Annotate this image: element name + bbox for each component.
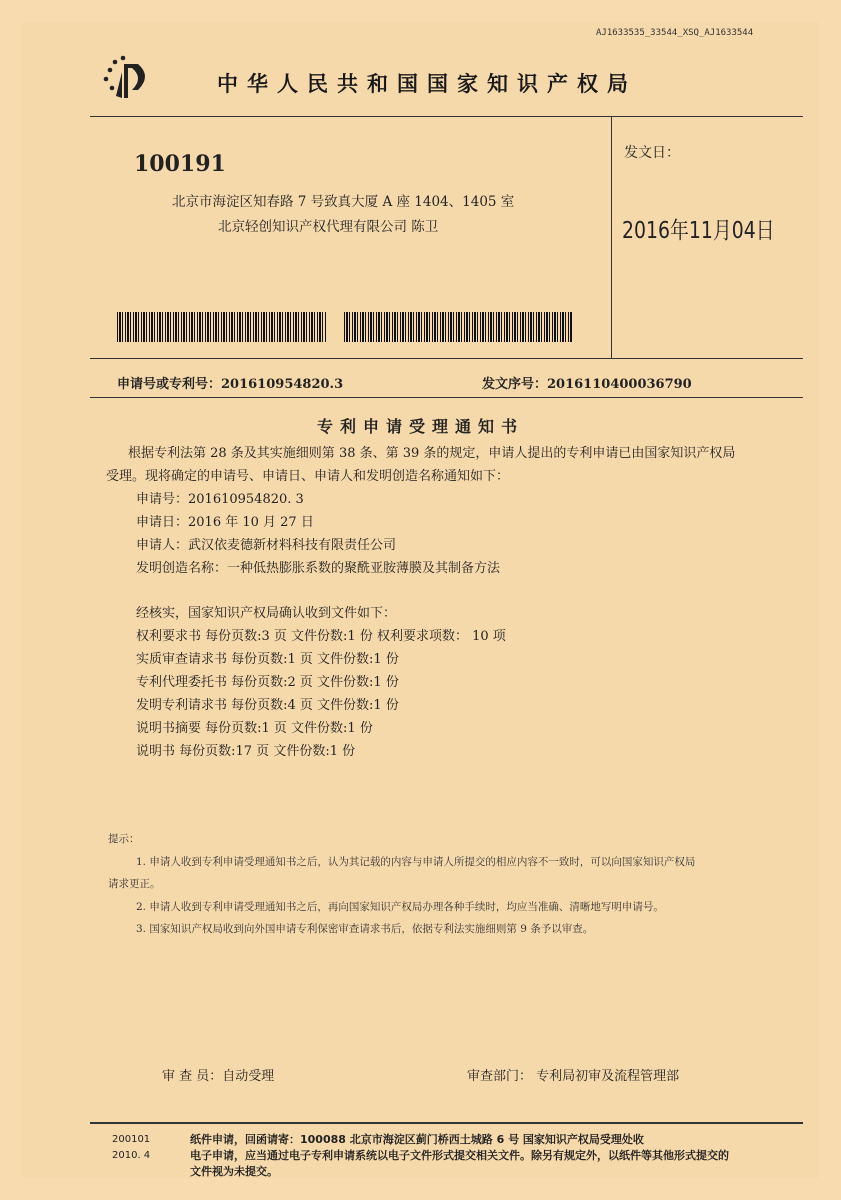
reviewer: 审 查 员：自动受理 xyxy=(162,1069,275,1084)
footer-rule xyxy=(90,1122,803,1124)
footer-line-1: 纸件申请，回函请寄：100088 北京市海淀区蓟门桥西土城路 6 号 国家知识产权局受理处收 xyxy=(190,1133,644,1146)
application-number: 申请号或专利号：201610954820.3 xyxy=(117,377,344,392)
notice-title: 专利申请受理通知书 xyxy=(316,417,524,436)
recipient-address: 北京市海淀区知春路 7 号致真大厦 A 座 1404、1405 室 xyxy=(172,194,515,210)
application-date-field: 申请日：2016 年 10 月 27 日 xyxy=(136,515,314,530)
tip-item: 请求更正。 xyxy=(108,878,161,890)
received-file-3: 专利代理委托书 每份页数:2 页 文件份数:1 份 xyxy=(136,675,399,690)
postcode: 100191 xyxy=(134,151,226,177)
document-reference: AJ1633535_33544_XSQ_AJ1633544 xyxy=(596,28,754,38)
numbers-rule xyxy=(90,397,803,398)
form-version: 2010. 4 xyxy=(112,1150,151,1161)
barcode-right xyxy=(344,312,572,342)
barcode-left xyxy=(117,312,327,342)
document-page xyxy=(22,22,819,1178)
tip-item: 3. 国家知识产权局收到向外国申请专利保密审查请求书后，依据专利法实施细则第 9 条予以审查。 xyxy=(136,923,594,935)
recipient-agent: 北京轻创知识产权代理有限公司 陈卫 xyxy=(218,219,439,235)
intro-line-2: 受理。现将确定的申请号、申请日、申请人和发明创造名称通知如下： xyxy=(106,469,510,484)
received-file-1: 权利要求书 每份页数:3 页 文件份数:1 份 权利要求项数： 10 项 xyxy=(136,629,506,644)
send-date-stamp: 2016年11月04日 xyxy=(622,218,775,244)
agency-name: 中华人民共和国国家知识产权局 xyxy=(217,72,637,96)
notice-body xyxy=(106,442,812,763)
footer-line-2: 电子申请，应当通过电子专利申请系统以电子文件形式提交相关文件。除另有规定外，以纸件等其他形式提交的 xyxy=(190,1149,729,1162)
tips-heading: 提示： xyxy=(108,833,140,845)
intro-line-1: 根据专利法第 28 条及其实施细则第 38 条、第 39 条的规定，申请人提出的专利申请已由国家知识产权局 xyxy=(128,446,736,461)
form-code-number: 200101 xyxy=(112,1134,151,1145)
footer-instructions xyxy=(190,1132,820,1180)
received-intro: 经核实，国家知识产权局确认收到文件如下： xyxy=(136,606,397,621)
form-code xyxy=(112,1132,150,1164)
address-rule xyxy=(90,358,803,359)
received-file-6: 说明书 每份页数:17 页 文件份数:1 份 xyxy=(136,744,356,759)
send-date-label: 发文日： xyxy=(624,145,680,161)
received-file-5: 说明书摘要 每份页数:1 页 文件份数:1 份 xyxy=(136,721,373,736)
tips-section xyxy=(108,828,814,941)
tip-item: 1. 申请人收到专利申请受理通知书之后，认为其记载的内容与申请人所提交的相应内容不一致时，可以向国家知识产权局 xyxy=(136,855,696,868)
received-file-2: 实质审查请求书 每份页数:1 页 文件份数:1 份 xyxy=(136,652,399,667)
header-divider xyxy=(611,116,612,358)
received-file-4: 发明专利请求书 每份页数:4 页 文件份数:1 份 xyxy=(136,698,399,713)
cnipa-logo-icon xyxy=(98,52,154,108)
invention-title-field: 发明创造名称：一种低热膨胀系数的聚酰亚胺薄膜及其制备方法 xyxy=(136,561,501,576)
application-no-field: 申请号：201610954820. 3 xyxy=(136,492,304,507)
send-serial-number: 发文序号：2016110400036790 xyxy=(482,377,692,392)
footer-line-3: 文件视为未提交。 xyxy=(190,1165,278,1178)
tip-item: 2. 申请人收到专利申请受理通知书之后，再向国家知识产权局办理各种手续时，均应当准确、清晰地写明申请号。 xyxy=(136,900,664,913)
spacer xyxy=(112,580,812,602)
review-department: 审查部门： 专利局初审及流程管理部 xyxy=(467,1069,680,1084)
applicant-field: 申请人：武汉依麦德新材料科技有限责任公司 xyxy=(136,538,397,553)
header-rule xyxy=(90,116,803,117)
